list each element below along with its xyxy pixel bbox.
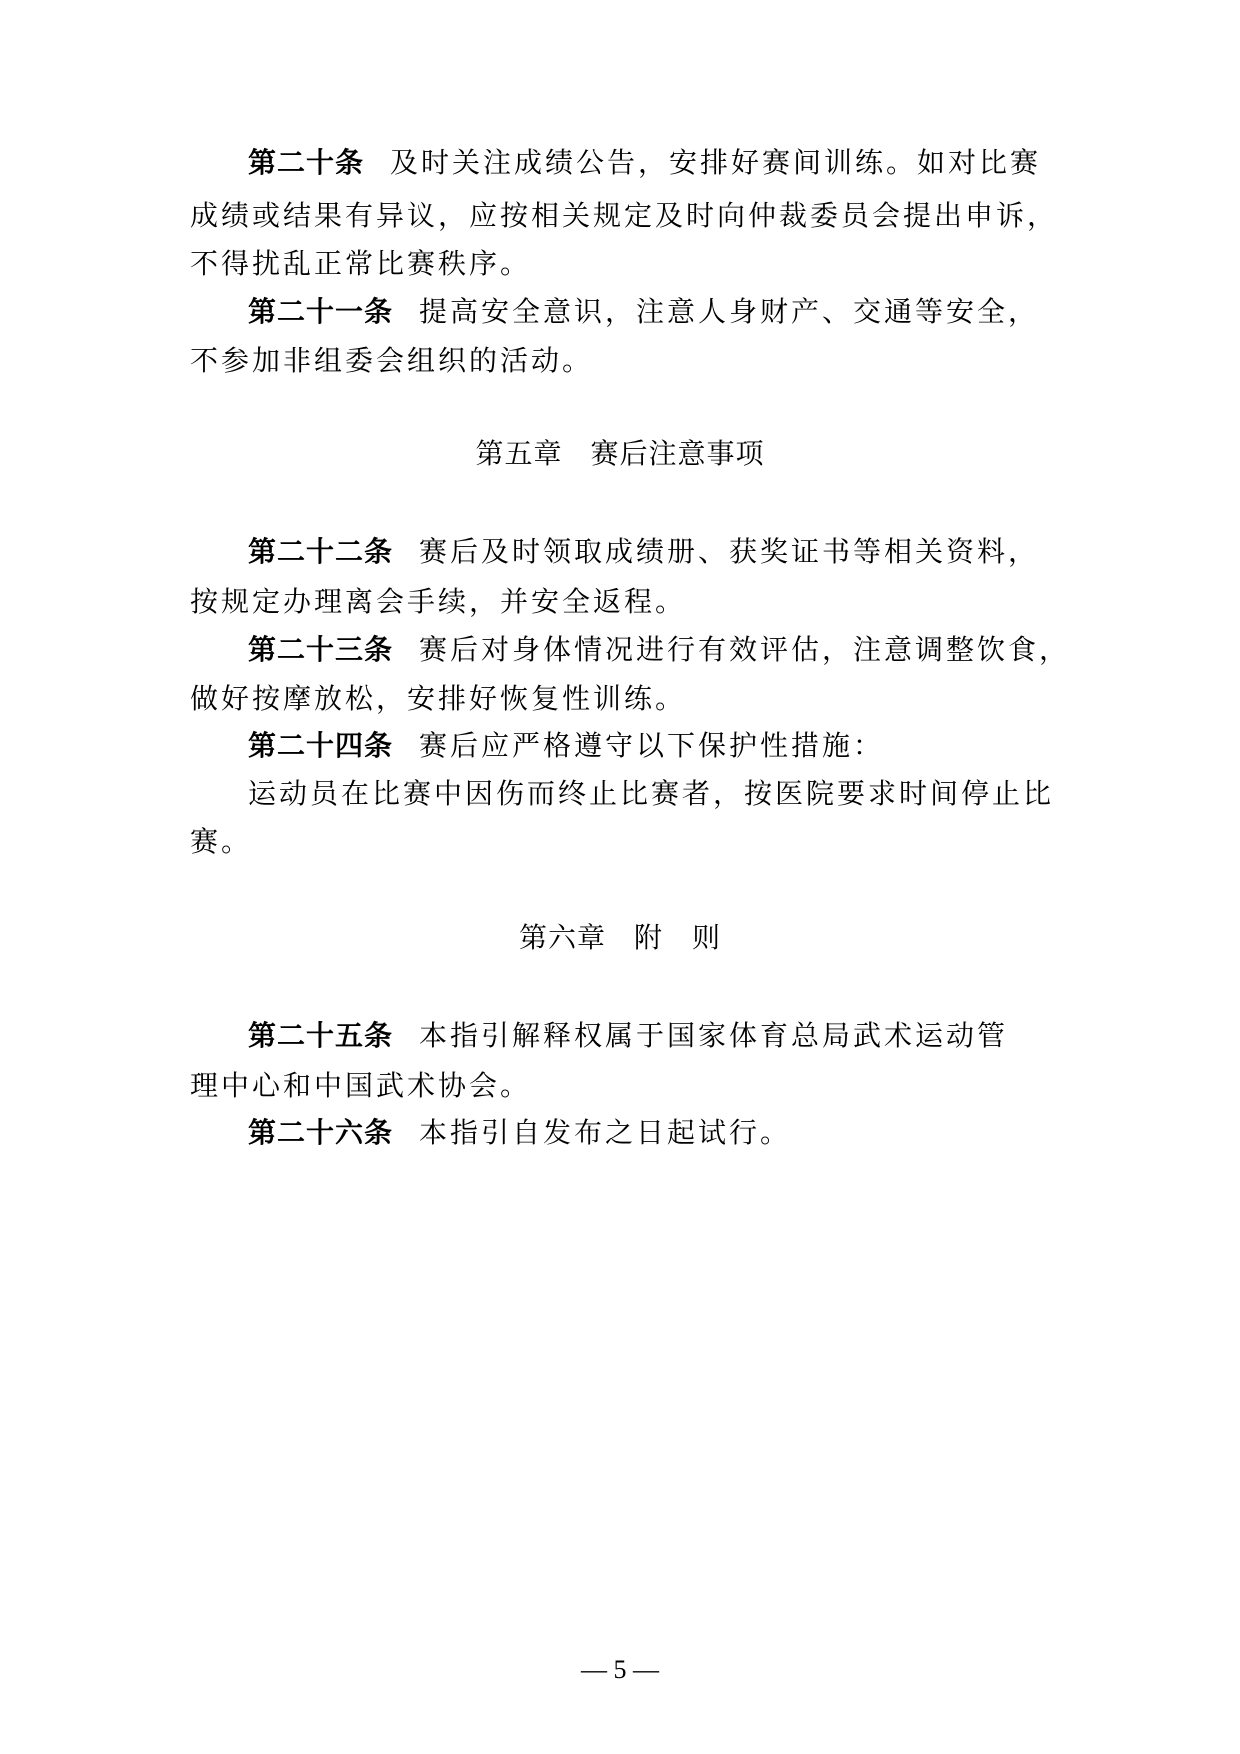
article-25-line-1 bbox=[248, 1016, 1118, 1056]
article-22-line-2: 按规定办理离会手续，并安全返程。 bbox=[190, 585, 687, 618]
article-20-number: 第二十条 bbox=[248, 146, 365, 179]
article-24-line-3: 赛。 bbox=[190, 825, 253, 858]
chapter-6-heading bbox=[0, 918, 1240, 958]
chapter-5-title: 赛后注意事项 bbox=[590, 437, 765, 470]
article-21-line-2: 不参加非组委会组织的活动。 bbox=[190, 344, 594, 377]
article-20-line-3: 不得扰乱正常比赛秩序。 bbox=[190, 247, 532, 280]
chapter-5-number: 第五章 bbox=[475, 437, 563, 470]
article-20-line-1 bbox=[248, 143, 1118, 183]
chapter-5-heading bbox=[0, 434, 1240, 474]
article-25-text: 本指引解释权属于国家体育总局武术运动管 bbox=[419, 1019, 1009, 1052]
article-26-text: 本指引自发布之日起试行。 bbox=[419, 1116, 792, 1149]
article-20-line-2: 成绩或结果有异议，应按相关规定及时向仲裁委员会提出申诉， bbox=[190, 199, 1059, 232]
article-24-line-1 bbox=[248, 726, 1118, 766]
article-21-number: 第二十一条 bbox=[248, 295, 394, 328]
article-23-text: 赛后对身体情况进行有效评估，注意调整饮食， bbox=[419, 633, 1071, 666]
article-23-number: 第二十三条 bbox=[248, 633, 394, 666]
article-23-line-1 bbox=[248, 630, 1118, 670]
article-20-text: 及时关注成绩公告，安排好赛间训练。如对比赛 bbox=[390, 146, 1042, 179]
article-24-line-2: 运动员在比赛中因伤而终止比赛者，按医院要求时间停止比 bbox=[248, 777, 1055, 810]
article-21-text: 提高安全意识，注意人身财产、交通等安全， bbox=[419, 295, 1040, 328]
article-26-number: 第二十六条 bbox=[248, 1116, 394, 1149]
chapter-6-title: 附 则 bbox=[634, 921, 722, 954]
article-24-number: 第二十四条 bbox=[248, 729, 394, 762]
article-22-text: 赛后及时领取成绩册、获奖证书等相关资料， bbox=[419, 535, 1040, 568]
article-23-line-2: 做好按摩放松，安排好恢复性训练。 bbox=[190, 682, 687, 715]
page-number: — 5 — bbox=[581, 1655, 659, 1684]
chapter-6-number: 第六章 bbox=[518, 921, 606, 954]
article-25-number: 第二十五条 bbox=[248, 1019, 394, 1052]
article-24-text: 赛后应严格遵守以下保护性措施： bbox=[419, 729, 885, 762]
article-25-line-2: 理中心和中国武术协会。 bbox=[190, 1069, 532, 1102]
article-26-line-1 bbox=[248, 1113, 1118, 1153]
article-22-line-1 bbox=[248, 532, 1118, 572]
article-21-line-1 bbox=[248, 292, 1118, 332]
article-22-number: 第二十二条 bbox=[248, 535, 394, 568]
